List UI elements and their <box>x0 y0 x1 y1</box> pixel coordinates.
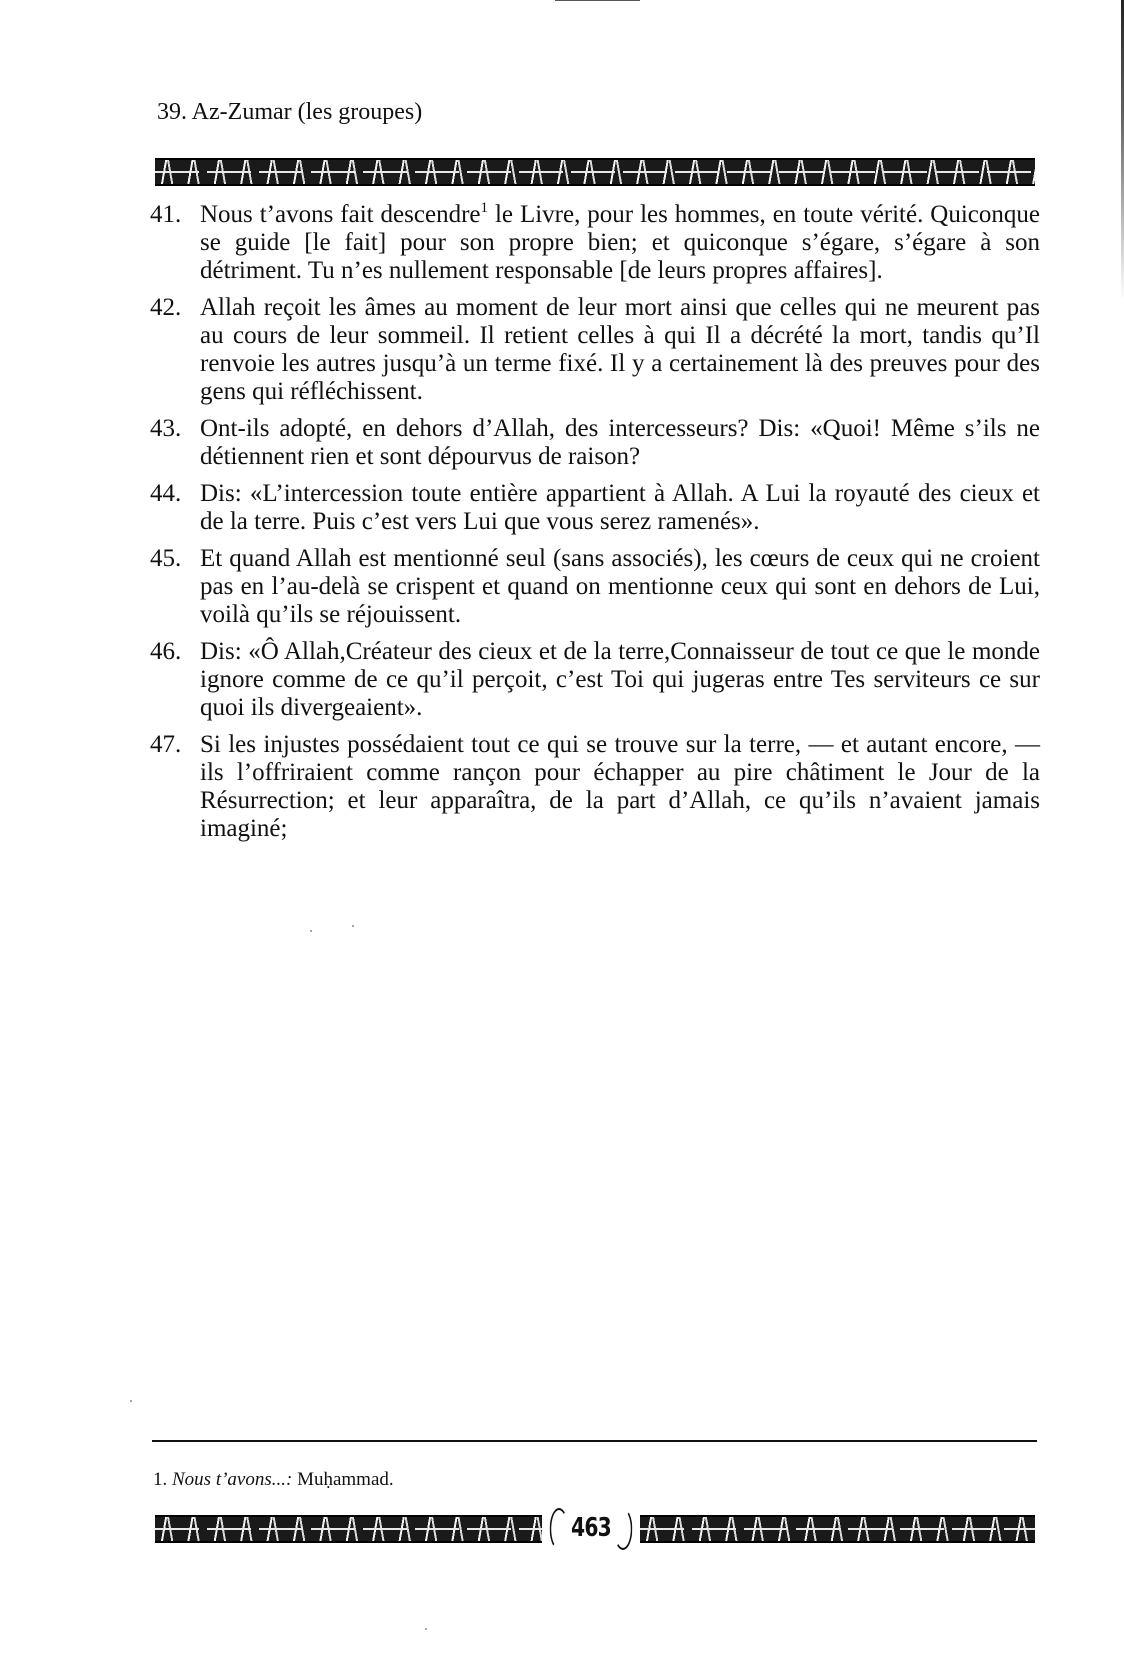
scan-speck <box>310 930 312 932</box>
verse-43 <box>150 415 1040 471</box>
bottom-ornament-border-right <box>640 1515 1035 1543</box>
verse-42 <box>150 294 1040 406</box>
verse-text: Allah reçoit les âmes au moment de leur mort ainsi que celles qui ne meurent pas au cours de leur sommeil. Il retient celles à qui Il a décrété la mort, tandis qu’Il renvoie les autres jusqu’à un terme fixé. Il y a certainement là des preuves pour des gens qui réfléchissent. <box>200 294 1040 405</box>
verse-41 <box>150 201 1040 285</box>
page-number: 463 <box>553 1506 629 1550</box>
top-rule <box>555 0 640 1</box>
running-header: 39. Az-Zumar (les groupes) <box>157 99 423 125</box>
verse-number: 47. <box>150 731 182 758</box>
scan-speck <box>352 925 354 927</box>
verse-number: 44. <box>150 480 182 507</box>
footnote <box>153 1468 394 1492</box>
verse-text: Dis: «Ô Allah,Créateur des cieux et de la terre,Connaisseur de tout ce que le monde ignore comme de ce qu’il perçoit, c’est Toi qui jugeras entre Tes serviteurs ce sur quoi ils divergeaient». <box>200 638 1040 721</box>
verse-number: 46. <box>150 638 182 665</box>
verse-text-part: le Livre, pour les hommes, en toute vérité. Quiconque se guide [le fait] pour son propre bien; et quiconque s’égare, s’égare à son détriment. Tu n’es nullement responsable [de leurs propres affaires]. <box>200 201 1040 284</box>
footnote-number: 1. <box>153 1469 168 1490</box>
top-ornament-border <box>155 158 1035 186</box>
footnote-marker: 1 <box>480 200 488 216</box>
verse-text: Dis: «L’intercession toute entière appartient à Allah. A Lui la royauté des cieux et de la terre. Puis c’est vers Lui que vous serez ramenés». <box>200 480 1040 535</box>
verse-number: 41. <box>150 201 182 228</box>
verse-list <box>150 201 1040 852</box>
scan-speck <box>130 1400 132 1402</box>
verse-number: 43. <box>150 415 182 442</box>
footnote-rule <box>152 1440 1037 1442</box>
verse-text: Et quand Allah est mentionné seul (sans associés), les cœurs de ceux qui ne croient pas en l’au-delà se crispent et quand on mentionne ceux qui sont en dehors de Lui, voilà qu’ils se réjouissent. <box>200 545 1040 628</box>
footnote-lead: Nous t’avons...: <box>172 1469 293 1490</box>
verse-text <box>200 201 1040 285</box>
scan-speck <box>425 1628 427 1630</box>
verse-number: 42. <box>150 294 182 321</box>
verse-45 <box>150 545 1040 629</box>
bottom-ornament-border-left <box>155 1515 542 1543</box>
verse-text: Ont-ils adopté, en dehors d’Allah, des intercesseurs? Dis: «Quoi! Même s’ils ne détiennent rien et sont dépourvus de raison? <box>200 415 1040 470</box>
verse-number: 45. <box>150 545 182 572</box>
footnote-text: Muḥammad. <box>292 1469 394 1490</box>
verse-46 <box>150 638 1040 722</box>
verse-44 <box>150 480 1040 536</box>
verse-text: Si les injustes possédaient tout ce qui se trouve sur la terre, — et autant encore, — ils l’offriraient comme rançon pour échapper au pire châtiment le Jour de la Résurrection; et leur apparaîtra, de la part d’Allah, ce qu’ils n’avaient jamais imaginé; <box>200 731 1040 842</box>
verse-text-part: Nous t’avons fait descendre <box>200 201 481 228</box>
verse-47 <box>150 731 1040 843</box>
